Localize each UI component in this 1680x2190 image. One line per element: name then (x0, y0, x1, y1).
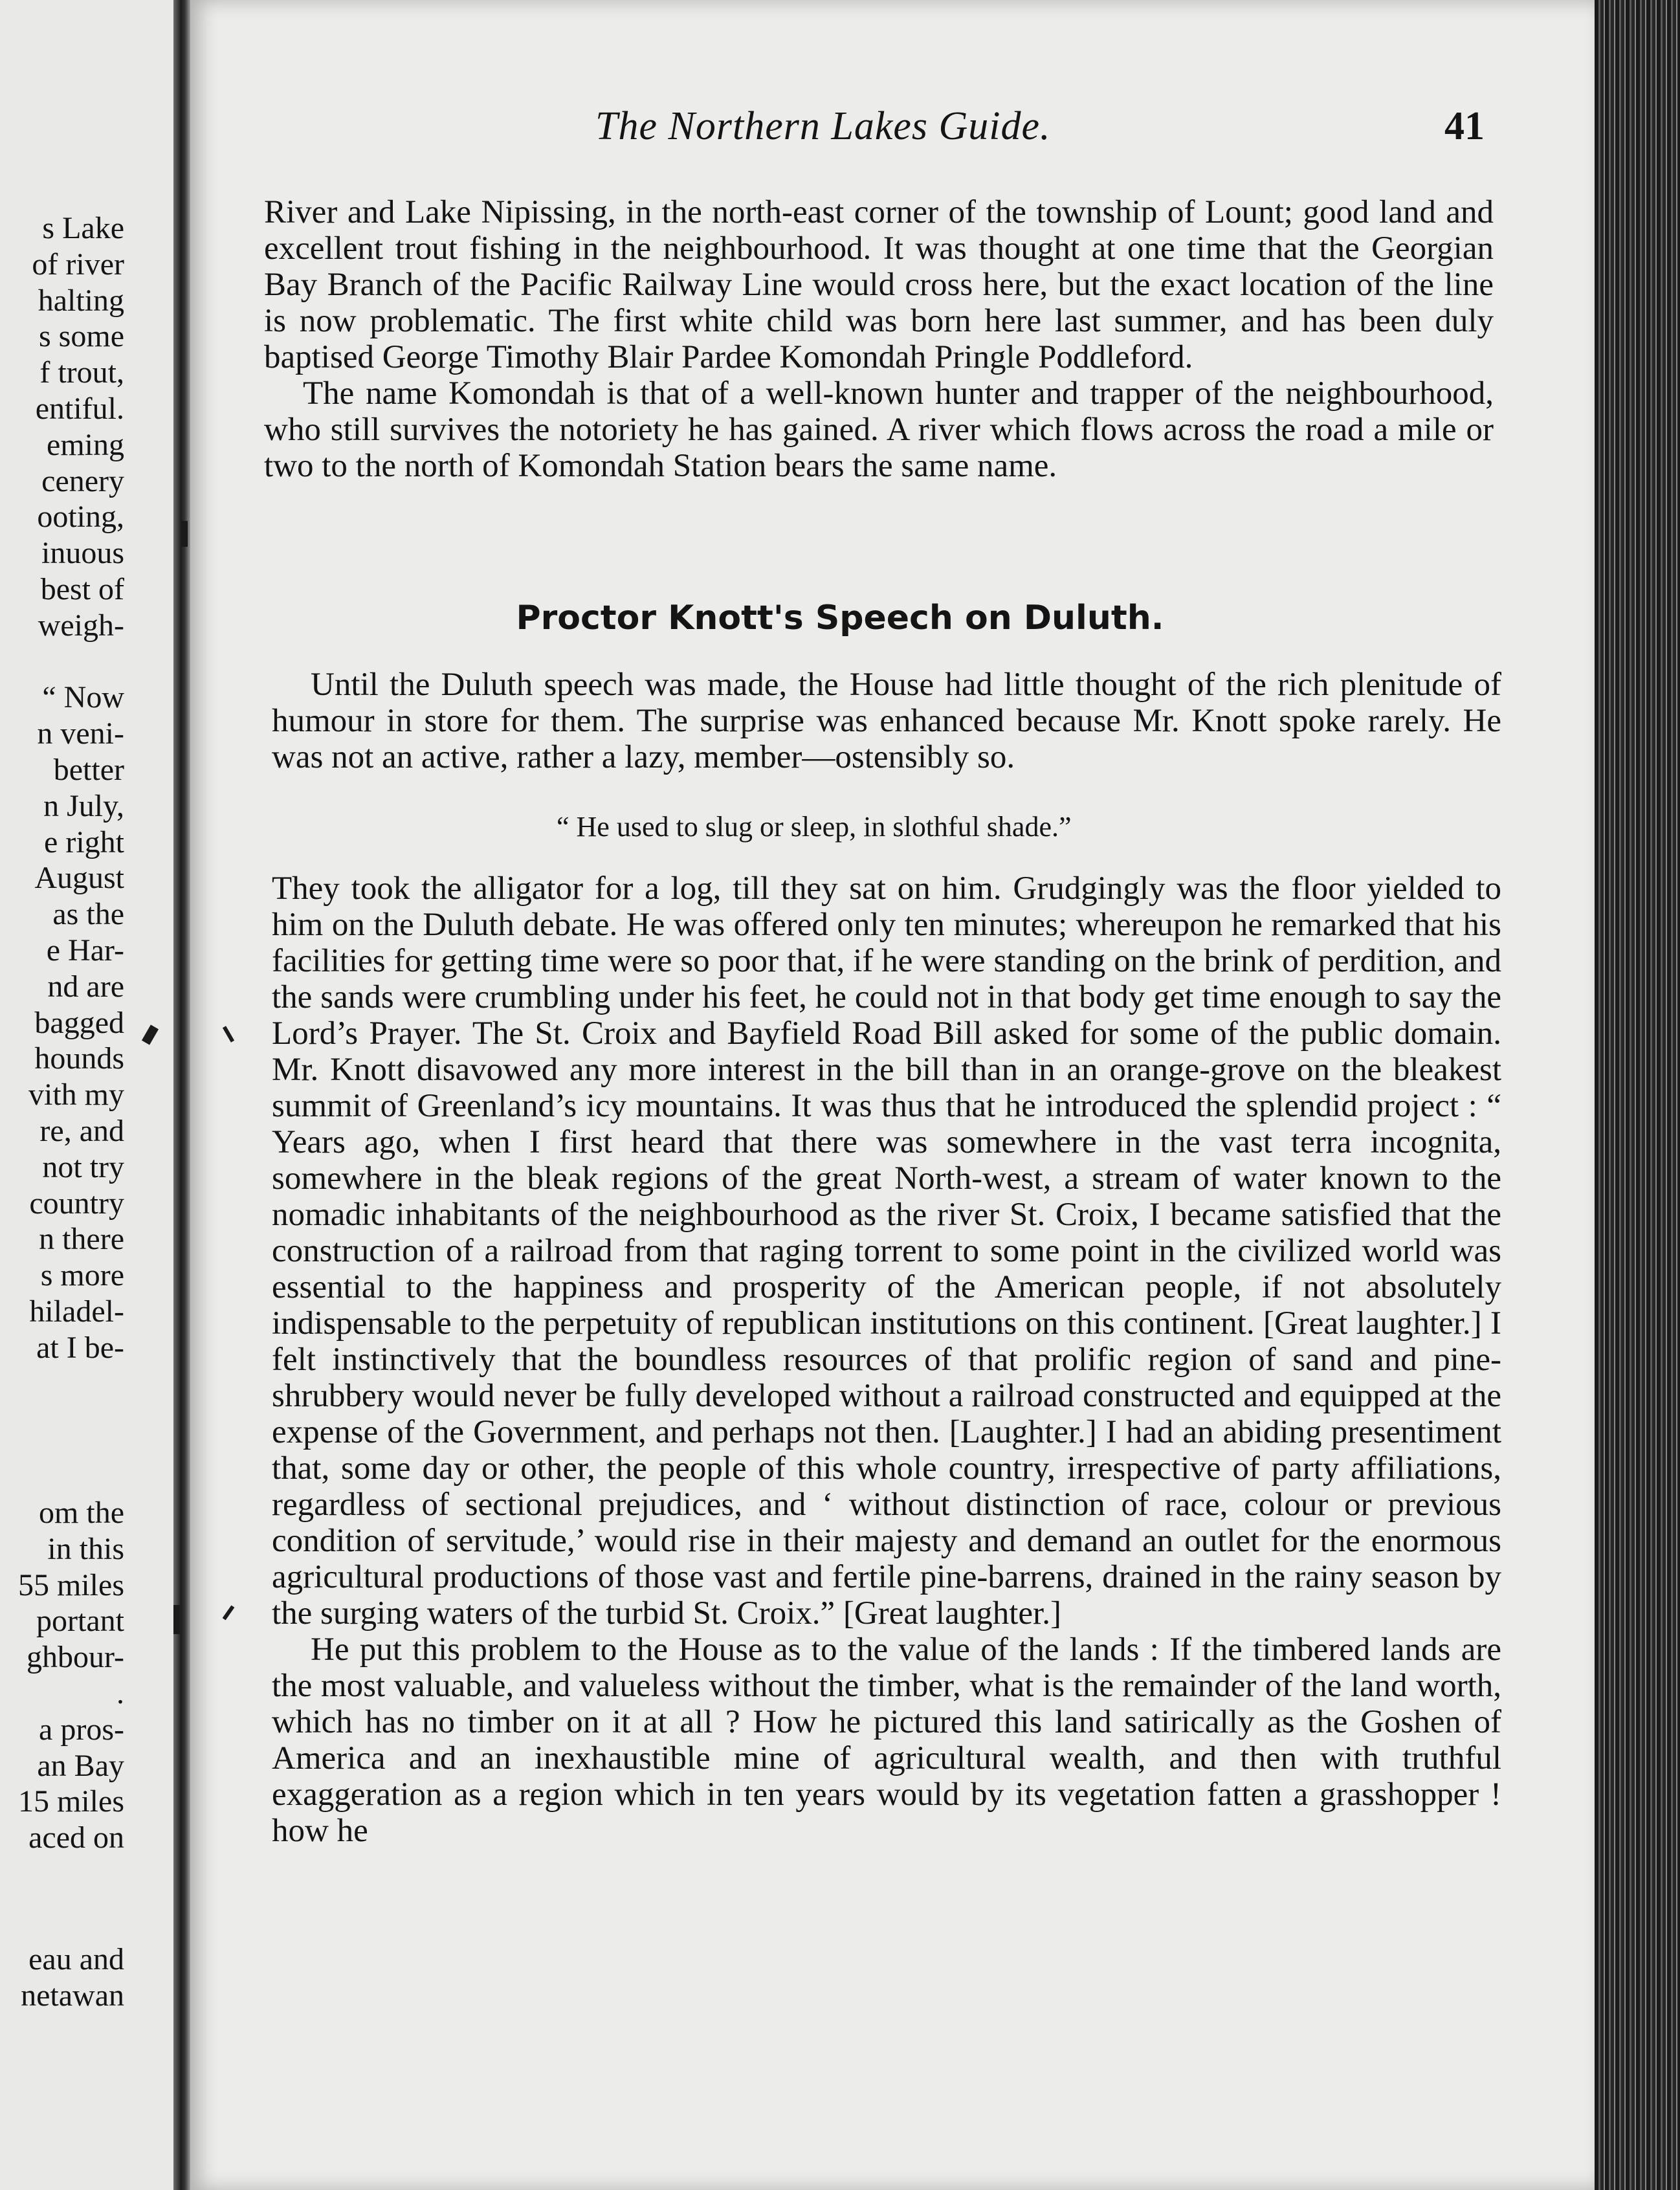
text-block-top (264, 194, 1494, 484)
left-page-line: inuous (41, 536, 124, 571)
left-page-line: n July, (43, 788, 124, 823)
section-heading: Proctor Knott's Speech on Duluth. (516, 599, 1164, 637)
left-page-line: hounds (34, 1041, 124, 1076)
left-page-line: eming (47, 427, 124, 462)
left-page-line: n veni- (37, 716, 124, 751)
left-page-line: weigh- (38, 608, 124, 643)
left-page-line: portant (36, 1604, 124, 1639)
left-page-line: aced on (28, 1820, 124, 1855)
left-page-line: August (34, 861, 124, 896)
epigraph-quote: “ He used to slug or sleep, in slothful shade.” (557, 811, 1072, 843)
left-page-line: eau and (28, 1942, 124, 1976)
left-page-line: f trout, (39, 355, 124, 390)
margin-mark (173, 1605, 180, 1634)
left-page-text-group-3 (0, 1941, 124, 2014)
left-page-line: a pros- (39, 1712, 124, 1747)
page-edge-stack (1595, 0, 1680, 2190)
paragraph: He put this problem to the House as to the value of the lands : If the timbered lands are the most valuable, and valueless without the timber, what is the remainder of the land worth, which has no timber on it at all ? How he pictured this land satirically as the Goshen of America and an inexhaustible mine of agricultural wealth, and then with truthful exaggeration as a region which in ten years would by its vegetation fatten a grasshopper ! how he (272, 1631, 1501, 1849)
paragraph: River and Lake Nipissing, in the north-east corner of the township of Lount; good land and excellent trout fishing in the neighbourhood. It was thought at one time that the Georgian Bay Branch of the Pacific Railway Line would cross here, but the exact location of the line is now problematic. The first white child was born here last summer, and has been duly baptised George Timothy Blair Pardee Komondah Pringle Poddleford. (264, 194, 1494, 375)
left-page-line (0, 644, 124, 680)
left-page-line: e right (44, 824, 124, 859)
left-page-line: “ Now (42, 680, 124, 715)
left-page-line: 15 miles (18, 1784, 124, 1819)
left-page-line: an Bay (37, 1748, 124, 1783)
left-page-line: s some (39, 319, 124, 354)
left-page-line: . (116, 1676, 124, 1710)
paragraph: Until the Duluth speech was made, the House had little thought of the rich plenitude of humour in store for them. The surprise was enhanced because Mr. Knott spoke rarely. He was not an active, rather a lazy, member—ostensibly so. (272, 667, 1501, 775)
left-page-line: not try (42, 1149, 124, 1184)
margin-mark (181, 521, 188, 547)
left-page-line: ghbour- (26, 1640, 124, 1675)
left-page-line: halting (38, 283, 124, 318)
text-block-main (272, 870, 1501, 1849)
running-title: The Northern Lakes Guide. (595, 104, 1051, 148)
left-page-line: in this (47, 1531, 124, 1566)
left-page (0, 0, 173, 2190)
left-page-line: n there (39, 1222, 124, 1257)
left-page-line: re, and (39, 1113, 124, 1148)
left-page-line: 55 miles (18, 1567, 124, 1602)
book-gutter (173, 0, 190, 2190)
left-page-line: bagged (34, 1005, 124, 1040)
left-page-line: nd are (47, 969, 124, 1004)
left-page-line: cenery (41, 463, 124, 498)
left-page-line: as the (52, 897, 124, 932)
left-page-line: om the (39, 1496, 124, 1530)
paragraph: The name Komondah is that of a well-known hunter and trapper of the neighbourhood, who still survives the notoriety he has gained. A river which flows across the road a mile or two to the north of Komondah Station bears the same name. (264, 375, 1494, 484)
left-page-line: s Lake (42, 211, 124, 245)
left-page-text-group-2 (0, 1495, 124, 1856)
left-page-line: of river (32, 247, 124, 282)
left-page-line: vith my (28, 1078, 124, 1112)
left-page-line: netawan (21, 1978, 124, 2013)
left-page-line: hiladel- (29, 1294, 124, 1329)
left-page-line: entiful. (35, 391, 124, 426)
left-page-line: country (29, 1186, 124, 1221)
left-page-line: at I be- (36, 1330, 124, 1365)
paragraph: They took the alligator for a log, till they sat on him. Grudgingly was the floor yielded to him on the Duluth debate. He was offered only ten minutes; whereupon he remarked that his facilities for getting time were so poor that, if he were standing on the brink of perdition, and the sands were crumbling under his feet, he could not in that body get time enough to say the Lord’s Prayer. The St. Croix and Bayfield Road Bill asked for some of the public domain. Mr. Knott disavowed any more interest in the bill than in an orange-grove on the bleakest summit of Greenland’s icy mountains. It was thus that he introduced the splendid project : “ Years ago, when I first heard that there was somewhere in the vast terra incognita, somewhere in the bleak regions of the great North-west, a stream of water known to the nomadic inhabitants of the neighbourhood as the river St. Croix, I became satisfied that the construction of a railroad from that raging torrent to some point in the civilized world was essential to the happiness and prosperity of the American people, if not absolutely indispensable to the perpetuity of republican institutions on this continent. [Great laughter.] I felt instinctively that the boundless resources of that prolific region of sand and pine-shrubbery would never be fully developed without a railroad constructed and equipped at the expense of the Government, and perhaps not then. [Laughter.] I had an abiding presentiment that, some day or other, the people of this whole country, irrespective of party affiliations, regardless of sectional prejudices, and ‘ without distinction of race, colour or previous condition of servitude,’ would rise in their majesty and demand an outlet for the enormous agricultural productions of those vast and fertile pine-barrens, drained in the rainy season by the surging waters of the turbid St. Croix.” [Great laughter.] (272, 870, 1501, 1631)
left-page-line: better (53, 752, 124, 787)
text-block-intro (272, 667, 1501, 775)
left-page-line: e Har- (46, 933, 124, 968)
page-number: 41 (1444, 104, 1485, 148)
left-page-line: best of (40, 571, 124, 606)
left-page-line: s more (40, 1258, 124, 1293)
left-page-line: ooting, (37, 500, 124, 535)
left-page-text-group-1 (0, 210, 124, 1366)
